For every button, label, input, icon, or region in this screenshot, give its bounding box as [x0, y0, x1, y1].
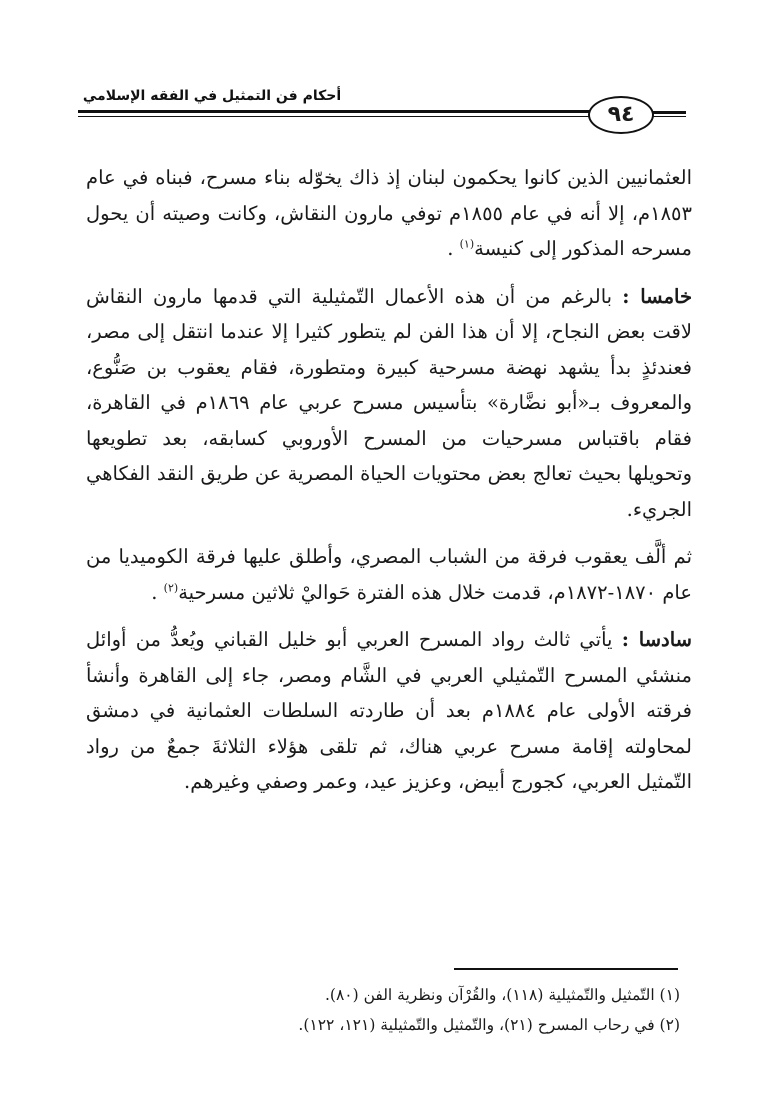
main-text — [86, 160, 692, 812]
paragraph-1 — [86, 160, 692, 267]
paragraph-4 — [86, 622, 692, 800]
paragraph-text: العثمانيين الذين كانوا يحكمون لبنان إذ ذاك يخوّله بناء مسرح، فبناه في عام ١٨٥٣م، إلا أنه في عام ١٨٥٥م توفي مارون النقاش، وكانت وصيته أن يحول مسرحه المذكور إلى كنيسة — [86, 166, 692, 260]
footnote-ref-1[interactable]: (١) — [459, 237, 475, 251]
paragraph-text: يأتي ثالث رواد المسرح العربي أبو خليل القباني ويُعدُّ من أوائل منشئي المسرح التّمثيلي العربي في الشَّام ومصر، جاء إلى القاهرة وأنشأ فرقته الأولى عام ١٨٨٤م بعد أن طاردته السلطات العثمانية في دمشق لمحاولته إقامة مسرح عربي هناك، ثم تلقى هؤلاء الثلاثةَ جمعٌ من رواد التّمثيل العربي، كجورج أبيض، وعزيز عيد، وعمر وصفي وغيرهم. — [86, 628, 693, 793]
running-title: أحكام فن التمثيل في الفقه الإسلامي — [82, 88, 342, 104]
header-rule-thin — [78, 116, 590, 117]
page-header — [78, 82, 690, 138]
footnote-1: (١) التّمثيل والتّمثيلية (١١٨)، والقُرْآن ونظرية الفن (٨٠). — [324, 986, 680, 1004]
footnote-ref-2[interactable]: (٢) — [163, 581, 179, 594]
paragraph-text: ثم ألَّف يعقوب فرقة من الشباب المصري، وأطلق عليها فرقة الكوميديا من عام ١٨٧٠-١٨٧٢م، قدمت خلال هذه الفترة حَواليْ ثلاثين مسرحية — [86, 545, 692, 604]
paragraph-tail: . — [447, 237, 460, 260]
footnotes — [86, 980, 680, 1040]
paragraph-lead-sixth: سادسا : — [621, 628, 692, 651]
paragraph-3 — [86, 539, 692, 610]
header-rule-thick — [78, 110, 590, 113]
page-number-badge: ٩٤ — [588, 96, 654, 134]
paragraph-text: بالرغم من أن هذه الأعمال التّمثيلية التي قدمها مارون النقاش لاقت بعض النجاح، إلا أن هذا الفن لم يتطور كثيرا إلا عندما انتقل إلى مصر، فعندئذٍ بدأ يشهد نهضة مسرحية كبيرة ومتطورة، فقام يعقوب بن صَنُّوع، والمعروف بـ«أبو نضَّارة» بتأسيس مسرح عربي عام ١٨٦٩م في القاهرة، فقام باقتباس مسرحيات من المسرح الأوروبي كسابقه، بعد تطويعها وتحويلها بحيث تعالج بعض محتويات الحياة المصرية عن طريق النقد الفكاهي الجريء. — [86, 284, 692, 521]
footnote-2: (٢) في رحاب المسرح (٢١)، والتّمثيل والتّمثيلية (١٢١، ١٢٢). — [298, 1016, 680, 1034]
footnote-divider — [454, 968, 678, 970]
paragraph-lead-fifth: خامسا : — [622, 284, 693, 308]
paragraph-tail: . — [151, 580, 164, 604]
paragraph-2 — [86, 279, 692, 528]
